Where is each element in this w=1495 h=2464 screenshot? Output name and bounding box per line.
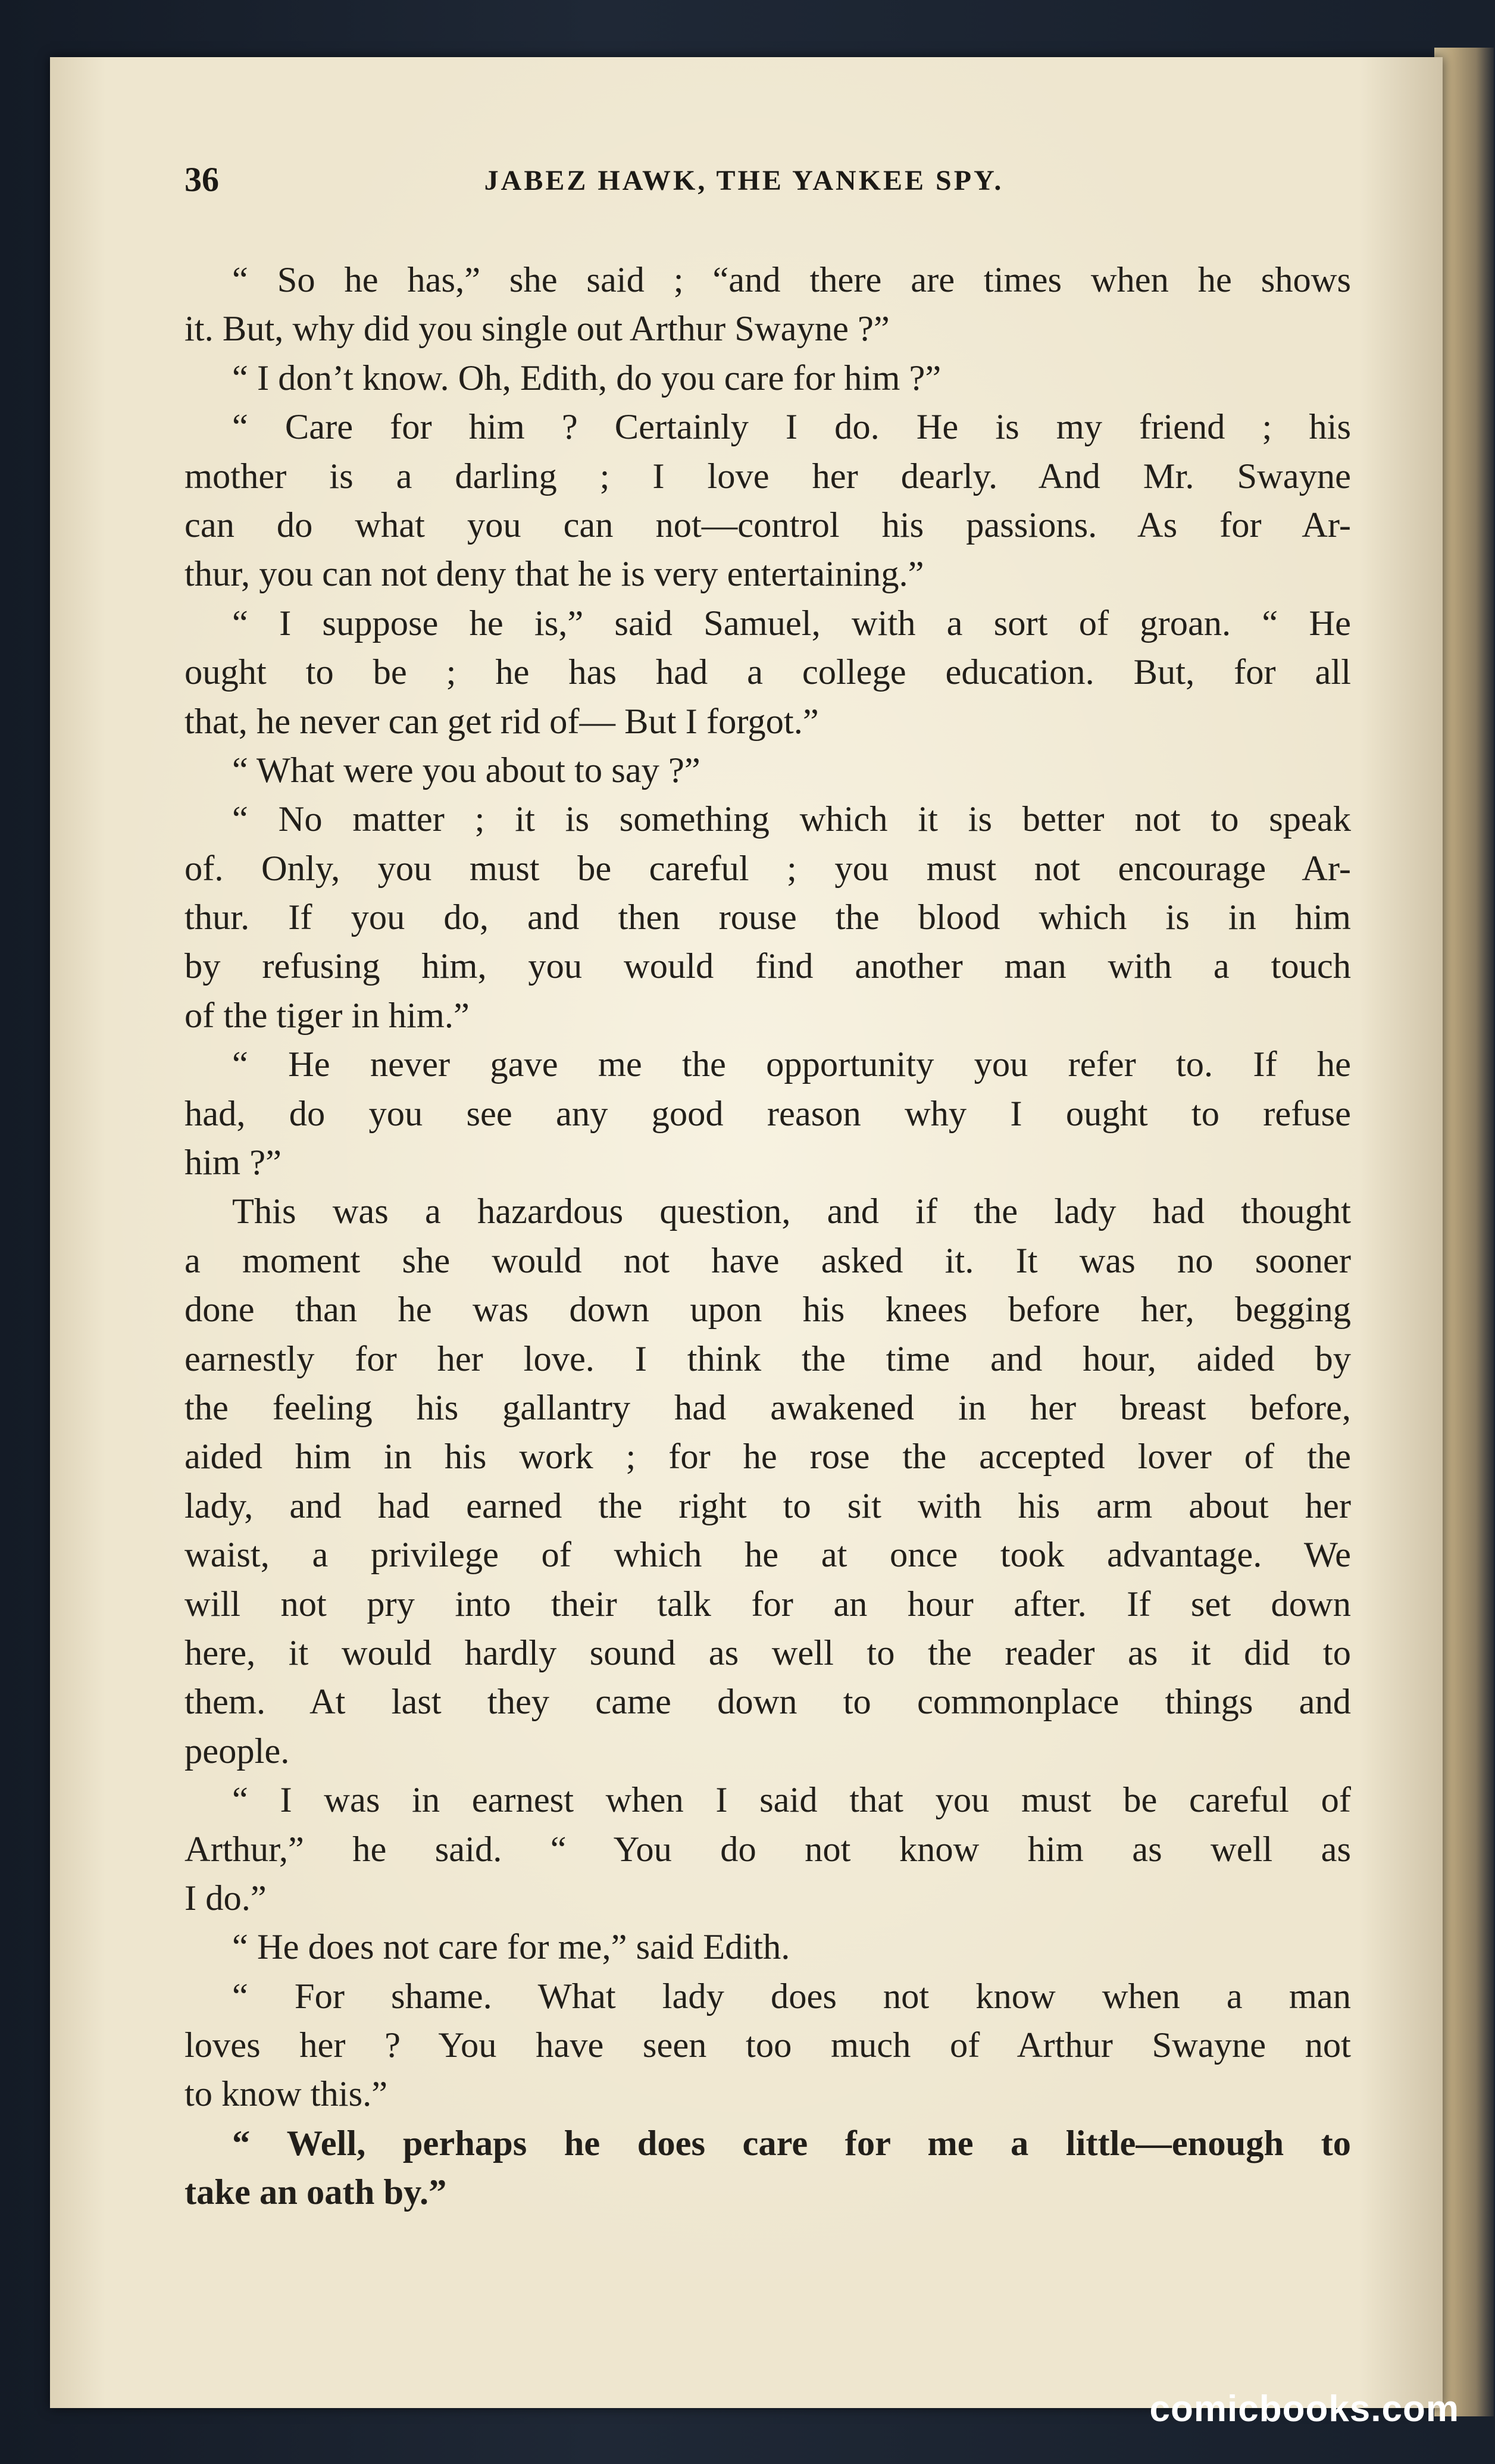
text-line: thur, you can not deny that he is very entertaining.” <box>184 554 924 595</box>
text-line: loves her ? You have seen too much of Arthur Swayne not <box>184 2025 1351 2066</box>
text-line: by refusing him, you would find another man with a touch <box>184 946 1351 987</box>
text-line: thur. If you do, and then rouse the blood which is in him <box>184 898 1351 938</box>
text-line: the feeling his gallantry had awakened in her breast before, <box>184 1387 1351 1428</box>
page-header <box>184 160 1351 207</box>
text-line: “ So he has,” she said ; “and there are times when he shows <box>232 260 1351 300</box>
text-line: take an oath by.” <box>184 2172 447 2213</box>
next-page-edge <box>1434 48 1494 2416</box>
text-line: ought to be ; he has had a college education. But, for all <box>184 652 1351 693</box>
text-line: to know this.” <box>184 2074 388 2115</box>
text-line: “ I was in earnest when I said that you must be careful of <box>232 1780 1351 1821</box>
text-line: will not pry into their talk for an hour after. If set down <box>184 1584 1351 1624</box>
text-line: This was a hazardous question, and if the lady had thought <box>232 1192 1351 1232</box>
text-line: them. At last they came down to commonplace things and <box>184 1682 1351 1722</box>
page-number: 36 <box>184 160 219 199</box>
text-line: Arthur,” he said. “ You do not know him as well as <box>184 1829 1351 1869</box>
text-line: “ He never gave me the opportunity you refer to. If he <box>232 1045 1351 1085</box>
text-line: “ I don’t know. Oh, Edith, do you care for him ?” <box>232 358 942 398</box>
text-line: “ He does not care for me,” said Edith. <box>232 1927 790 1968</box>
text-line: can do what you can not—control his passions. As for Ar- <box>184 505 1351 545</box>
page-body-text <box>184 256 1351 2218</box>
text-line: “ Care for him ? Certainly I do. He is my friend ; his <box>232 407 1351 448</box>
text-line: “ I suppose he is,” said Samuel, with a sort of groan. “ He <box>232 603 1351 643</box>
text-line: of the tiger in him.” <box>184 995 470 1036</box>
text-line: done than he was down upon his knees before her, begging <box>184 1290 1351 1330</box>
text-line: that, he never can get rid of— But I forgot.” <box>184 701 819 742</box>
text-line: people. <box>184 1731 290 1771</box>
text-line: had, do you see any good reason why I ought to refuse <box>184 1093 1351 1134</box>
running-head: JABEZ HAWK, THE YANKEE SPY. <box>484 165 1004 196</box>
text-line: here, it would hardly sound as well to the reader as it did to <box>184 1633 1351 1673</box>
watermark: comicbooks.com <box>1149 2388 1459 2429</box>
text-line: mother is a darling ; I love her dearly. And Mr. Swayne <box>184 456 1351 496</box>
text-line: “ Well, perhaps he does care for me a little—enough to <box>232 2123 1351 2163</box>
text-line: waist, a privilege of which he at once took advantage. We <box>184 1535 1351 1575</box>
text-line: “ No matter ; it is something which it is better not to speak <box>232 799 1351 840</box>
text-line: of. Only, you must be careful ; you must not encourage Ar- <box>184 848 1351 889</box>
text-line: “ What were you about to say ?” <box>232 750 700 790</box>
text-line: a moment she would not have asked it. It was no sooner <box>184 1240 1351 1281</box>
text-line: I do.” <box>184 1878 267 1918</box>
text-line: lady, and had earned the right to sit with his arm about her <box>184 1486 1351 1526</box>
text-line: it. But, why did you single out Arthur Swayne ?” <box>184 309 890 349</box>
text-line: “ For shame. What lady does not know when a man <box>232 1976 1351 2016</box>
text-line: aided him in his work ; for he rose the accepted lover of the <box>184 1437 1351 1477</box>
text-line: him ?” <box>184 1143 282 1183</box>
text-line: earnestly for her love. I think the time and hour, aided by <box>184 1339 1351 1379</box>
